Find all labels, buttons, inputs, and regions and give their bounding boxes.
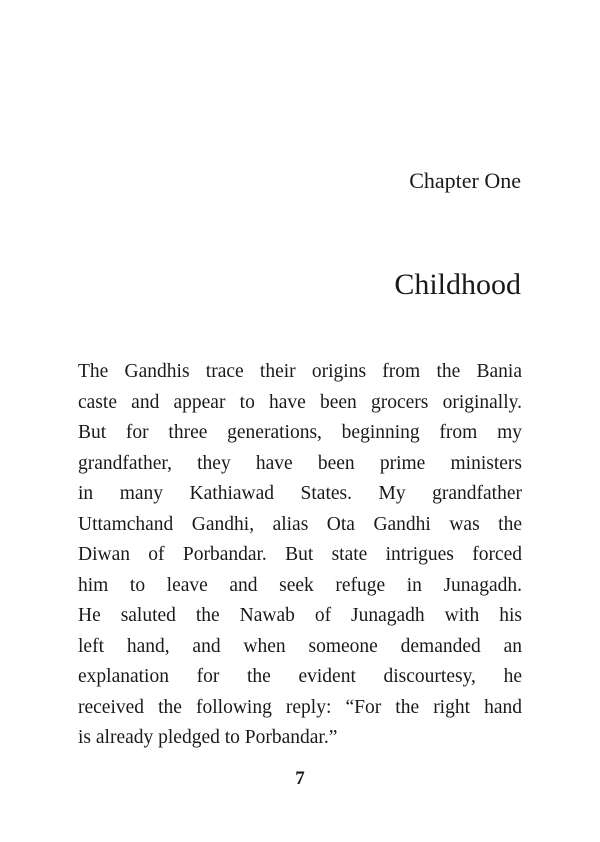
body-line: received the following reply: “For the right hand	[78, 696, 522, 718]
body-line: He saluted the Nawab of Junagadh with his	[78, 605, 522, 626]
body-line: grandfather, they have been prime ministers	[78, 452, 522, 474]
body-line: is already pledged to Porbandar.”	[78, 727, 338, 748]
body-line: caste and appear to have been grocers originally.	[78, 391, 522, 413]
body-line: The Gandhis trace their origins from the Bania	[78, 361, 522, 382]
body-line: But for three generations, beginning from my	[78, 422, 522, 443]
page-number: 7	[295, 768, 305, 789]
body-line: explanation for the evident discourtesy, he	[78, 666, 522, 687]
body-line: Uttamchand Gandhi, alias Ota Gandhi was the	[78, 513, 522, 535]
body-line: Diwan of Porbandar. But state intrigues forced	[78, 544, 522, 565]
body-line: left hand, and when someone demanded an	[78, 635, 522, 657]
body-line: in many Kathiawad States. My grandfather	[78, 483, 522, 504]
chapter-title: Childhood	[394, 268, 521, 301]
chapter-label: Chapter One	[409, 168, 521, 193]
body-line: him to leave and seek refuge in Junagadh.	[78, 574, 522, 596]
body-paragraph	[78, 357, 522, 754]
